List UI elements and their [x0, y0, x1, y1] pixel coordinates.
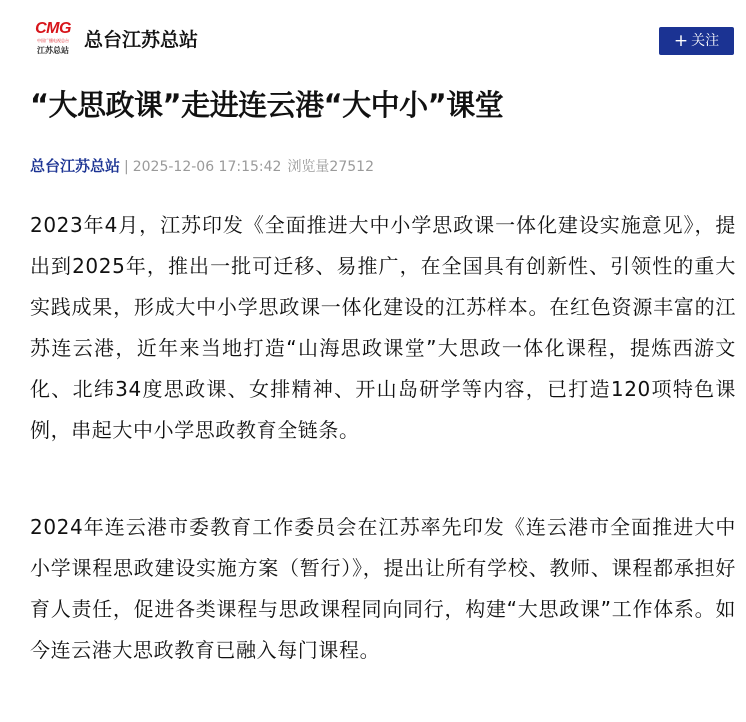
- top-header: [0, 0, 746, 80]
- follow-button[interactable]: [659, 27, 734, 55]
- logo-brand: CMG: [35, 20, 71, 37]
- channel-name[interactable]: 总台江苏总站: [84, 29, 199, 51]
- article-meta: [30, 154, 374, 178]
- article-paragraph: 2023年4月，江苏印发《全面推进大中小学思政课一体化建设实施意见》，提出到2025年，推出一批可迁移、易推广，在全国具有创新性、引领性的重大实践成果，形成大中小学思政课一体化建设的江苏样本。在红色资源丰富的江苏连云港，近年来当地打造“山海思政课堂”大思政一体化课程，提炼西游文化、北纬34度思政课、女排精神、开山岛研学等内容，已打造120项特色课例，串起大中小学思政教育全链条。: [30, 213, 736, 442]
- logo-station: 江苏总站: [37, 46, 69, 55]
- article-title: “大思政课”走进连云港“大中小”课堂: [30, 88, 504, 122]
- plus-icon: +: [673, 31, 689, 51]
- article-paragraph: 2024年连云港市委教育工作委员会在江苏率先印发《连云港市全面推进大中小学课程思政建设实施方案（暂行）》，提出让所有学校、教师、课程都承担好育人责任，促进各类课程与思政课程同向同行，构建“大思政课”工作体系。如今连云港大思政教育已融入每门课程。: [30, 515, 736, 662]
- view-count: 浏览量27512: [287, 159, 374, 175]
- follow-label: 关注: [691, 33, 720, 49]
- meta-separator: |: [124, 159, 129, 175]
- logo-subtitle: 中国广播电视总台: [37, 38, 69, 43]
- publish-date: 2025-12-06 17:15:42: [132, 159, 282, 175]
- author-link[interactable]: 总台江苏总站: [30, 157, 121, 175]
- cmg-logo[interactable]: [30, 21, 76, 59]
